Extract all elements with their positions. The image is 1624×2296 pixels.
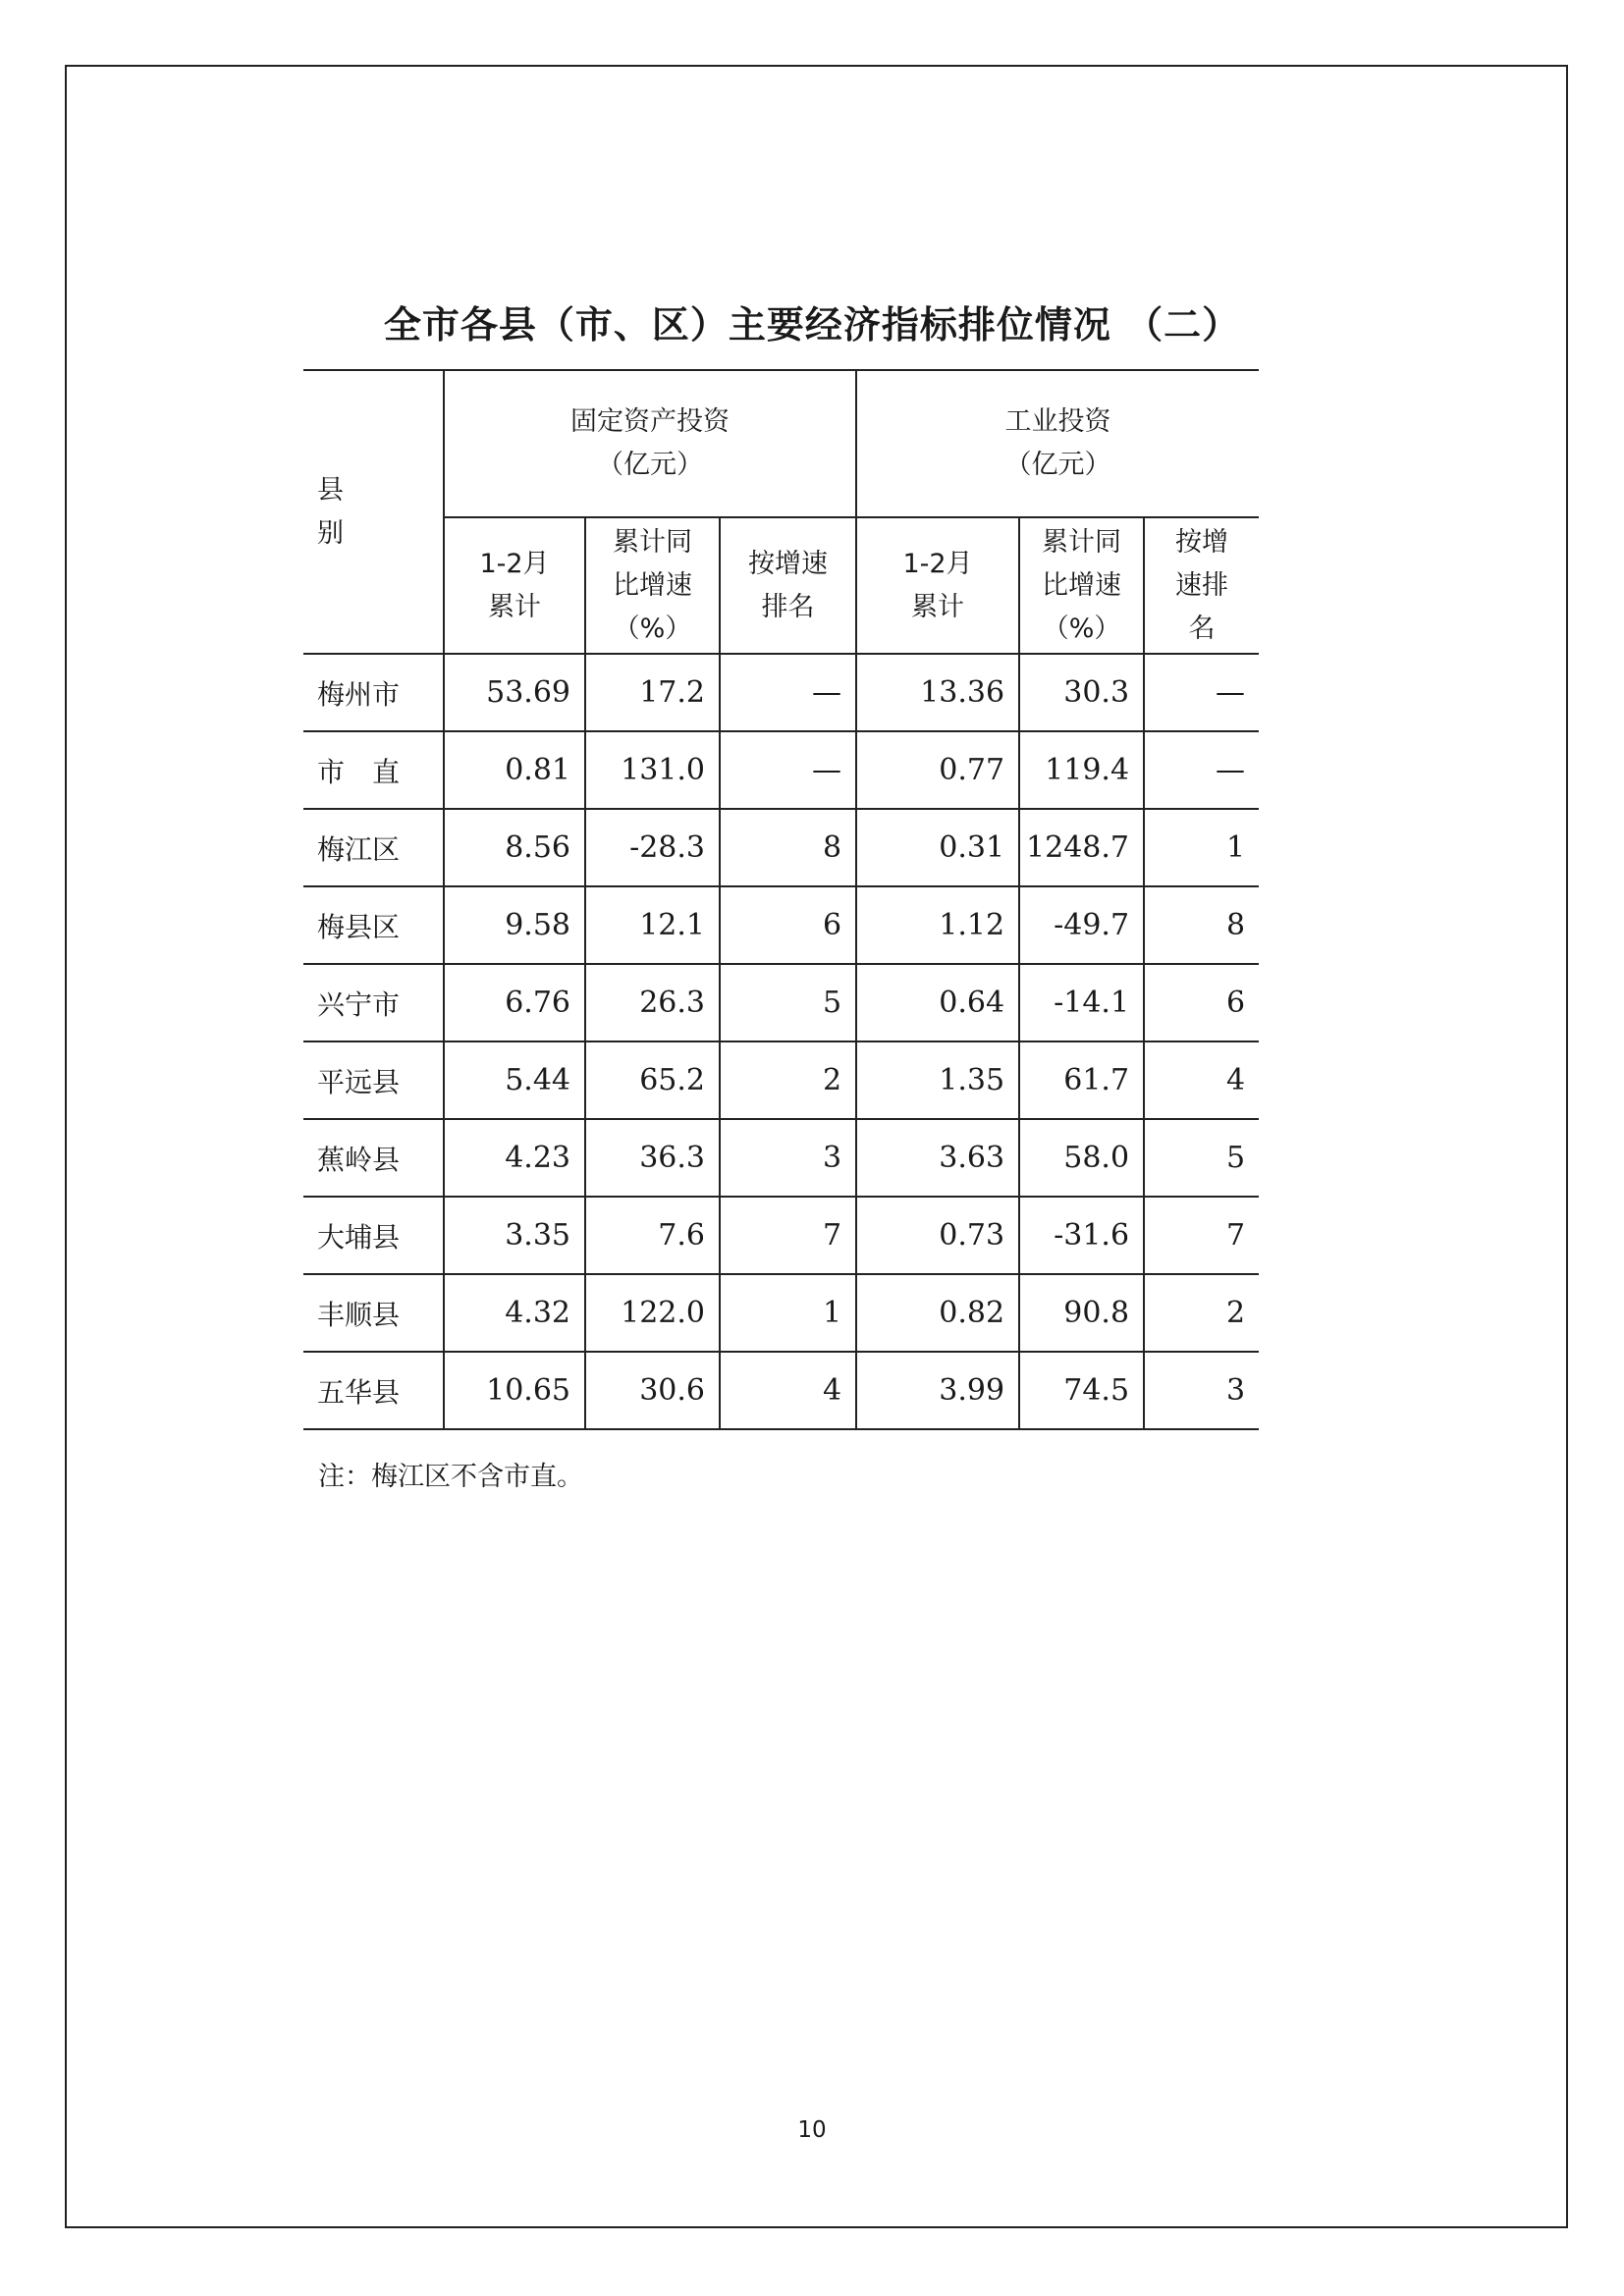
ind-growth-value: 1248.7	[1019, 809, 1144, 886]
ranking-table	[303, 369, 1259, 1430]
ind-rank-value: —	[1144, 654, 1259, 731]
ind-rank-header-line1: 按增	[1175, 526, 1229, 558]
ind-cumulative-value: 3.63	[856, 1119, 1019, 1197]
ind-growth-value: 119.4	[1019, 731, 1144, 809]
fa-cumulative-value: 8.56	[444, 809, 585, 886]
fixed-asset-investment-header	[444, 370, 856, 517]
fa-rank-value: 1	[720, 1274, 856, 1352]
header-row-groups	[303, 370, 1259, 517]
county-name: 梅州市	[303, 654, 444, 731]
fa-growth-value: 7.6	[585, 1197, 720, 1274]
table-row	[303, 654, 1259, 731]
ind-rank-value: 6	[1144, 964, 1259, 1041]
ind-rank-value: 1	[1144, 809, 1259, 886]
county-name: 蕉岭县	[303, 1119, 444, 1197]
county-name: 平远县	[303, 1041, 444, 1119]
table-note: 注：梅江区不含市直。	[318, 1462, 583, 1492]
ind-cumulative-value: 0.73	[856, 1197, 1019, 1274]
industrial-header-line2: （亿元）	[1004, 450, 1111, 480]
fa-cumulative-value: 9.58	[444, 886, 585, 964]
fa-growth-value: 122.0	[585, 1274, 720, 1352]
ind-rank-header	[1144, 517, 1259, 654]
ind-cumulative-header-line1: 1-2月	[902, 548, 973, 579]
fa-growth-value: -28.3	[585, 809, 720, 886]
ind-growth-value: 30.3	[1019, 654, 1144, 731]
ind-rank-value: 4	[1144, 1041, 1259, 1119]
ind-growth-value: 74.5	[1019, 1352, 1144, 1429]
ind-cumulative-value: 0.82	[856, 1274, 1019, 1352]
fixed-asset-header-line1: 固定资产投资	[570, 406, 731, 437]
ind-cumulative-value: 0.31	[856, 809, 1019, 886]
ind-rank-value: —	[1144, 731, 1259, 809]
ind-rank-value: 2	[1144, 1274, 1259, 1352]
header-row-subcolumns	[303, 517, 1259, 654]
fa-cumulative-header-line1: 1-2月	[479, 548, 550, 579]
fixed-asset-header-line2: （亿元）	[597, 450, 704, 480]
ind-cumulative-value: 0.64	[856, 964, 1019, 1041]
county-name: 兴宁市	[303, 964, 444, 1041]
fa-rank-value: 6	[720, 886, 856, 964]
industrial-investment-header	[856, 370, 1259, 517]
table-row	[303, 886, 1259, 964]
fa-cumulative-value: 4.23	[444, 1119, 585, 1197]
fa-cumulative-header	[444, 517, 585, 654]
fa-growth-header-line3: （%）	[613, 613, 692, 644]
fa-growth-value: 131.0	[585, 731, 720, 809]
county-name: 丰顺县	[303, 1274, 444, 1352]
ind-rank-value: 8	[1144, 886, 1259, 964]
ind-cumulative-value: 1.12	[856, 886, 1019, 964]
ind-rank-header-line2: 速排	[1175, 569, 1229, 601]
ind-cumulative-header-line2: 累计	[911, 591, 965, 622]
fa-cumulative-value: 4.32	[444, 1274, 585, 1352]
fa-rank-value: —	[720, 654, 856, 731]
table-row	[303, 731, 1259, 809]
fa-growth-value: 17.2	[585, 654, 720, 731]
fa-cumulative-value: 5.44	[444, 1041, 585, 1119]
fa-growth-value: 65.2	[585, 1041, 720, 1119]
fa-growth-header-line2: 比增速	[613, 569, 692, 601]
page-title: 全市各县（市、区）主要经济指标排位情况 （二）	[383, 303, 1241, 347]
fa-growth-value: 26.3	[585, 964, 720, 1041]
ind-rank-value: 5	[1144, 1119, 1259, 1197]
ind-growth-header-line2: 比增速	[1042, 569, 1122, 601]
fa-rank-value: 3	[720, 1119, 856, 1197]
table-row	[303, 809, 1259, 886]
fa-rank-header-line2: 排名	[761, 591, 815, 622]
county-name: 梅县区	[303, 886, 444, 964]
fa-cumulative-value: 3.35	[444, 1197, 585, 1274]
fa-cumulative-value: 10.65	[444, 1352, 585, 1429]
fa-growth-value: 36.3	[585, 1119, 720, 1197]
ind-growth-header-line3: （%）	[1042, 613, 1121, 644]
ind-rank-value: 7	[1144, 1197, 1259, 1274]
county-name: 市 直	[303, 731, 444, 809]
table-row	[303, 1274, 1259, 1352]
ind-growth-header	[1019, 517, 1144, 654]
ind-growth-value: 61.7	[1019, 1041, 1144, 1119]
fa-rank-value: 8	[720, 809, 856, 886]
ind-growth-header-line1: 累计同	[1042, 526, 1122, 558]
ind-growth-value: -49.7	[1019, 886, 1144, 964]
ind-cumulative-value: 3.99	[856, 1352, 1019, 1429]
page-number: 10	[797, 2117, 827, 2143]
fa-growth-value: 12.1	[585, 886, 720, 964]
table-row	[303, 1352, 1259, 1429]
ind-cumulative-header	[856, 517, 1019, 654]
fa-rank-value: 7	[720, 1197, 856, 1274]
fa-rank-value: 2	[720, 1041, 856, 1119]
table-row	[303, 1041, 1259, 1119]
fa-rank-value: 4	[720, 1352, 856, 1429]
ind-rank-header-line3: 名	[1188, 613, 1216, 644]
fa-growth-value: 30.6	[585, 1352, 720, 1429]
county-header: 县 别	[303, 370, 444, 654]
fa-cumulative-value: 53.69	[444, 654, 585, 731]
fa-rank-header-line1: 按增速	[748, 548, 829, 579]
ind-growth-value: 58.0	[1019, 1119, 1144, 1197]
county-name: 大埔县	[303, 1197, 444, 1274]
table-row	[303, 964, 1259, 1041]
ind-rank-value: 3	[1144, 1352, 1259, 1429]
fa-rank-header	[720, 517, 856, 654]
fa-cumulative-value: 0.81	[444, 731, 585, 809]
ind-cumulative-value: 13.36	[856, 654, 1019, 731]
fa-growth-header	[585, 517, 720, 654]
ind-growth-value: -14.1	[1019, 964, 1144, 1041]
table-row	[303, 1197, 1259, 1274]
ind-cumulative-value: 0.77	[856, 731, 1019, 809]
fa-cumulative-value: 6.76	[444, 964, 585, 1041]
ind-cumulative-value: 1.35	[856, 1041, 1019, 1119]
county-name: 五华县	[303, 1352, 444, 1429]
county-name: 梅江区	[303, 809, 444, 886]
fa-rank-value: —	[720, 731, 856, 809]
fa-cumulative-header-line2: 累计	[488, 591, 541, 622]
ind-growth-value: 90.8	[1019, 1274, 1144, 1352]
ind-growth-value: -31.6	[1019, 1197, 1144, 1274]
industrial-header-line1: 工业投资	[1004, 406, 1111, 437]
table-row	[303, 1119, 1259, 1197]
fa-growth-header-line1: 累计同	[613, 526, 692, 558]
fa-rank-value: 5	[720, 964, 856, 1041]
